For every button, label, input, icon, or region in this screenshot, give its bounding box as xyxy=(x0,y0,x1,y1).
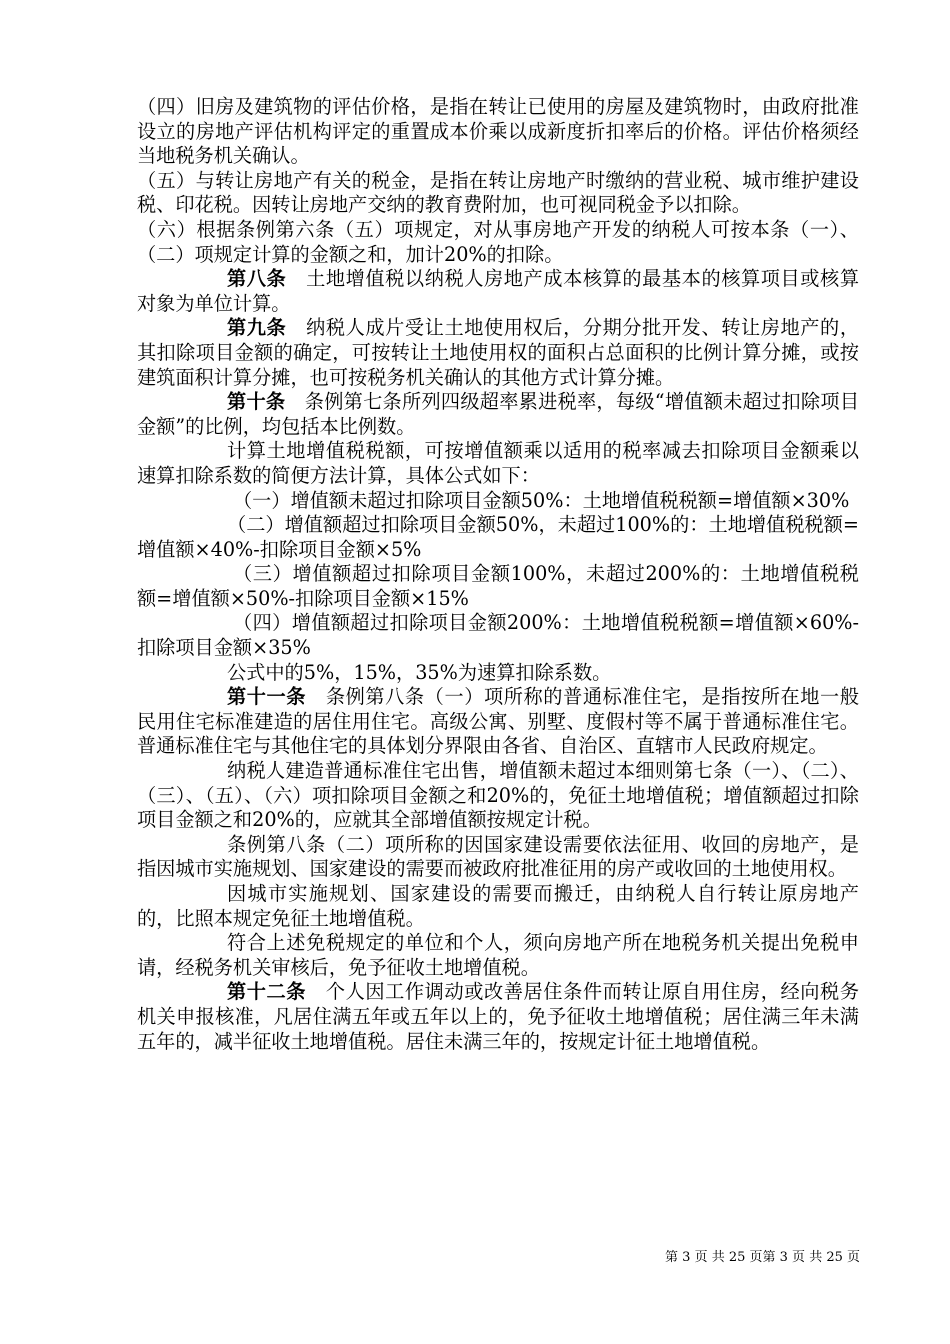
document-body xyxy=(137,95,859,1054)
paragraph: 符合上述免税规定的单位和个人，须向房地产所在地税务机关提出免税申请，经税务机关审核后，免予征收土地增值税。 xyxy=(137,931,859,979)
article-heading: 第十一条 xyxy=(227,685,307,709)
article-heading: 第十二条 xyxy=(227,980,307,1004)
paragraph: （六）根据条例第六条（五）项规定，对从事房地产开发的纳税人可按本条（一）、（二）项规定计算的金额之和，加计20%的扣除。 xyxy=(137,217,859,266)
article-text: 条例第八条（一）项所称的普通标准住宅，是指按所在地一般民用住宅标准建造的居住用住宅。高级公寓、别墅、度假村等不属于普通标准住宅。普通标准住宅与其他住宅的具体划分界限由各省、自治区、直辖市人民政府规定。 xyxy=(137,685,860,758)
paragraph: 纳税人建造普通标准住宅出售，增值额未超过本细则第七条（一）、（二）、（三）、（五）、（六）项扣除项目金额之和20%的，免征土地增值税；增值额超过扣除项目金额之和20%的，应就其全部增值额按规定计税。 xyxy=(137,759,859,832)
article-heading: 第十条 xyxy=(227,390,286,414)
paragraph: （四）旧房及建筑物的评估价格，是指在转让已使用的房屋及建筑物时，由政府批准设立的房地产评估机构评定的重置成本价乘以成新度折扣率后的价格。评估价格须经当地税务机关确认。 xyxy=(137,95,859,168)
article-text: 纳税人成片受让土地使用权后，分期分批开发、转让房地产的，其扣除项目金额的确定，可按转让土地使用权的面积占总面积的比例计算分摊，或按建筑面积计算分摊，也可按税务机关确认的其他方式计算分摊。 xyxy=(137,316,860,389)
article-paragraph xyxy=(137,316,859,390)
formula-paragraph: （二）增值额超过扣除项目金额50%，未超过100%的：土地增值税税额=增值额×40%-扣除项目金额×5% xyxy=(137,513,859,561)
paragraph: 条例第八条（二）项所称的因国家建设需要依法征用、收回的房地产，是指因城市实施规划、国家建设的需要而被政府批准征用的房产或收回的土地使用权。 xyxy=(137,832,859,881)
article-heading: 第八条 xyxy=(227,267,287,291)
formula-paragraph: （四）增值额超过扣除项目金额200%：土地增值税税额=增值额×60%-扣除项目金额×35% xyxy=(137,611,859,660)
paragraph: （五）与转让房地产有关的税金，是指在转让房地产时缴纳的营业税、城市维护建设税、印花税。因转让房地产交纳的教育费附加，也可视同税金予以扣除。 xyxy=(137,168,859,217)
article-text: 条例第七条所列四级超率累进税率，每级“增值额未超过扣除项目金额”的比例，均包括本比例数。 xyxy=(137,390,860,438)
article-text: 个人因工作调动或改善居住条件而转让原自用住房，经向税务机关申报核准，凡居住满五年或五年以上的，免予征收土地增值税；居住满三年未满五年的，减半征收土地增值税。居住未满三年的，按规定计征土地增值税。 xyxy=(137,980,860,1053)
article-paragraph xyxy=(137,980,859,1054)
paragraph: 因城市实施规划、国家建设的需要而搬迁，由纳税人自行转让原房地产的，比照本规定免征土地增值税。 xyxy=(137,882,859,930)
article-paragraph xyxy=(137,267,859,316)
article-text: 土地增值税以纳税人房地产成本核算的最基本的核算项目或核算对象为单位计算。 xyxy=(137,267,860,315)
page-number-footer: 第 3 页 共 25 页第 3 页 共 25 页 xyxy=(665,1250,860,1265)
article-paragraph xyxy=(137,685,859,759)
article-paragraph xyxy=(137,390,859,439)
formula-paragraph: （三）增值额超过扣除项目金额100%，未超过200%的：土地增值税税额=增值额×50%-扣除项目金额×15% xyxy=(137,562,859,610)
paragraph: 公式中的5%，15%，35%为速算扣除系数。 xyxy=(227,660,612,684)
article-heading: 第九条 xyxy=(227,316,287,340)
formula-paragraph: （一）增值额未超过扣除项目金额50%：土地增值税税额=增值额×30% xyxy=(233,488,850,512)
paragraph: 计算土地增值税税额，可按增值额乘以适用的税率减去扣除项目金额乘以速算扣除系数的简便方法计算，具体公式如下： xyxy=(137,439,859,487)
